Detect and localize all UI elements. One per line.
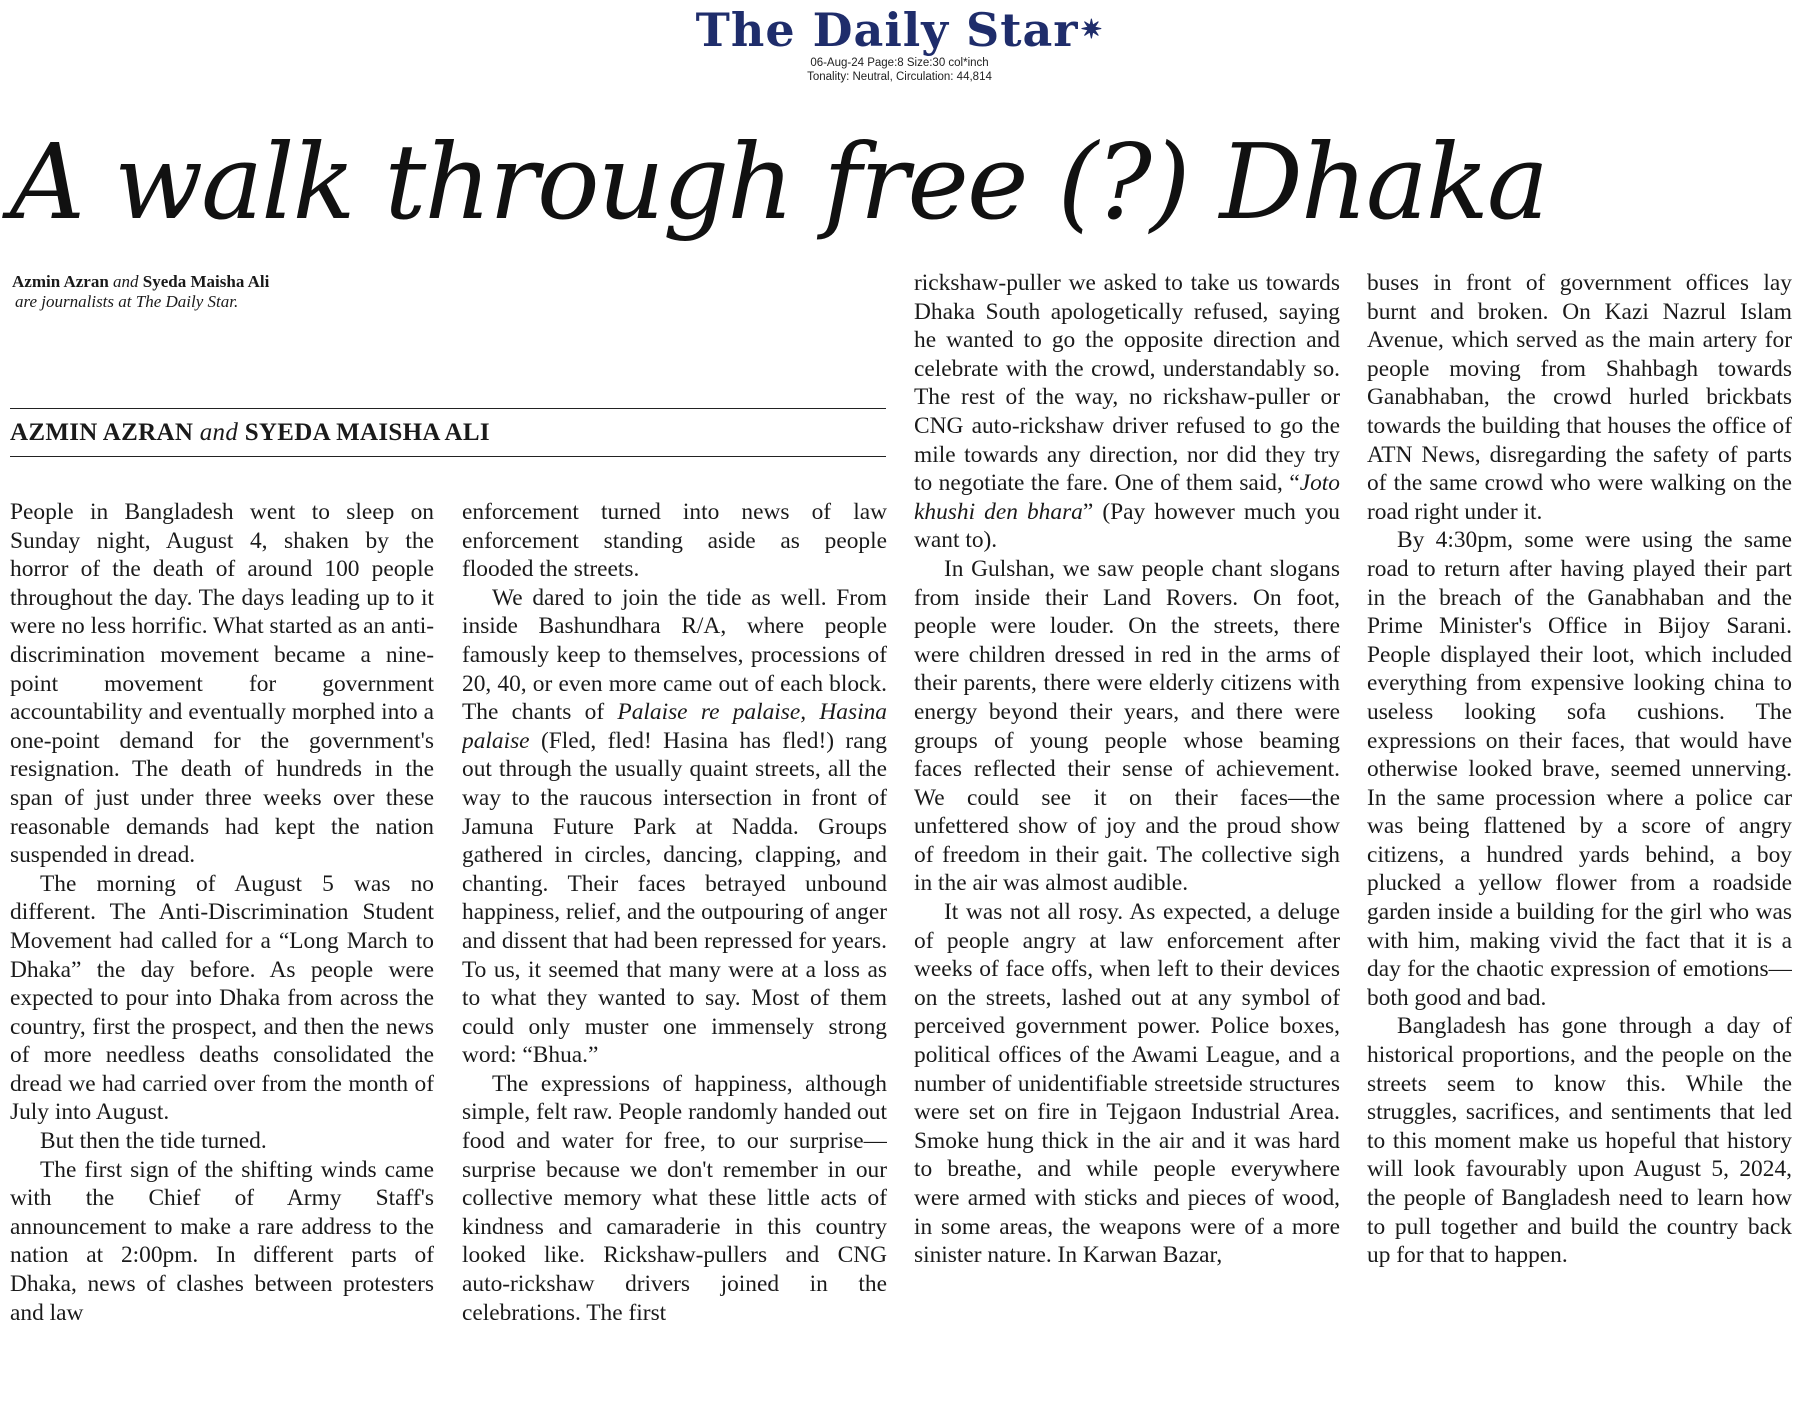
clipping-meta-line-2: Tonality: Neutral, Circulation: 44,814 bbox=[807, 71, 992, 83]
paragraph-10: Bangladesh has gone through a day of historical proportions, and the people on the streets seem to know this. While the struggles, sacrifices, and sentiments that led to this moment make us hopeful that history will look favourably upon August 5, 2024, the people of Bangladesh need to learn how to pull together and build the country back up for that to happen. bbox=[1367, 1013, 1792, 1269]
paragraph-6: The expressions of happiness, although simple, felt raw. People randomly handed out food and water for free, to our surprise—surprise because we don't remember in our collective memory what these little acts of kindness and camaraderie in this country looked like. Rickshaw-pullers and CNG auto-rickshaw drivers joined in the celebrations. The first bbox=[462, 1070, 887, 1326]
paragraph-5: We dared to join the tide as well. From inside Bashundhara R/A, where people famously keep to themselves, processions of 20, 40, or even more came out of each block. The chants of Palaise re palaise, Hasina palaise (Fled, fled! Hasina has fled!) rang out through the usually quaint streets, all the way to the raucous intersection in front of Jamuna Future Park at Nadda. Groups gathered in circles, dancing, clapping, and chanting. Their faces betrayed unbound happiness, relief, and the outpouring of anger and dissent that had been repressed for years. To us, it seemed that many were at a loss as to what they wanted to say. Most of them could only muster one immensely strong word: “Bhua.” bbox=[462, 584, 887, 1069]
byline-top-rule bbox=[10, 408, 886, 409]
paragraph-6-continued: rickshaw-puller we asked to take us towards Dhaka South apologetically refused, saying he wanted to go the opposite direction and celebrate with the crowd, understandably so. The rest of the way, no rickshaw-puller or CNG auto-rickshaw driver refused to go the mile towards any direction, nor did they try to negotiate the fare. One of them said, “Joto khushi den bhara” (Pay however much you want to). bbox=[914, 270, 1340, 554]
paragraph-7: In Gulshan, we saw people chant slogans from inside their Land Rovers. On foot, people were louder. On the streets, there were children dressed in red in the arms of their parents, there were elderly citizens with energy beyond their years, and there were groups of young people whose beaming faces reflected their sense of achievement. We could see it on their faces—the unfettered show of joy and the proud show of freedom in their gait. The collective sigh in the air was almost audible. bbox=[914, 555, 1340, 897]
paragraph-4-continued: enforcement turned into news of law enforcement standing aside as people flooded the streets. bbox=[462, 499, 887, 583]
article-column-3 bbox=[914, 269, 1340, 1422]
credit-description: are journalists at The Daily Star. bbox=[15, 292, 239, 311]
clipping-meta-line-1: 06-Aug-24 Page:8 Size:30 col*inch bbox=[810, 57, 989, 69]
quote-text: Joto khushi den bhara bbox=[914, 470, 1340, 525]
masthead bbox=[0, 4, 1799, 84]
byline-author-2: SYEDA MAISHA ALI bbox=[244, 419, 490, 446]
newspaper-logo-text: The Daily Star bbox=[695, 3, 1079, 57]
paragraph-9: By 4:30pm, some were using the same road to return after having played their part in the breach of the Ganabhaban and the Prime Minister's Office in Bijoy Sarani. People displayed their loot, which included everything from expensive looking china to useless looking sofa cushions. The expressions on their faces, that would have otherwise looked brave, seemed unnerving. In the same procession where a police car was being flattened by a score of angry citizens, a hundred yards behind, a boy plucked a yellow flower from a roadside garden inside a building for the girl who was with him, making vivid the fact that it is a day for the chaotic expression of emotions—both good and bad. bbox=[1367, 527, 1792, 1011]
byline-author-1: AZMIN AZRAN bbox=[10, 419, 194, 446]
paragraph-8: It was not all rosy. As expected, a deluge of people angry at law enforcement after weeks of face offs, when left to their devices on the streets, lashed out at any symbol of perceived government power. Police boxes, political offices of the Awami League, and a number of unidentifiable streetside structures were set on fire in Tejgaon Industrial Area. Smoke hung thick in the air and it was hard to breathe, and while people everywhere were armed with sticks and pieces of wood, in some areas, the weapons were of a more sinister nature. In Karwan Bazar, bbox=[914, 899, 1340, 1269]
credit-author-2: Syeda Maisha Ali bbox=[142, 272, 270, 291]
paragraph-2: The morning of August 5 was no different. The Anti-Discrimination Student Movement had called for a “Long March to Dhaka” the day before. As people were expected to pour into Dhaka from across the country, first the prospect, and then the news of more needless deaths consolidated the dread we had carried over from the month of July into August. bbox=[10, 870, 434, 1126]
article-column-1 bbox=[10, 498, 434, 1422]
article-column-4 bbox=[1367, 269, 1792, 1422]
byline-bottom-rule bbox=[10, 456, 886, 457]
byline-and: and bbox=[199, 419, 239, 446]
paragraph-4: The first sign of the shifting winds came with the Chief of Army Staff's announcement to make a rare address to the nation at 2:00pm. In different parts of Dhaka, news of clashes between protesters and law bbox=[10, 1156, 434, 1326]
newspaper-logo bbox=[0, 4, 1799, 56]
article-column-2 bbox=[462, 498, 887, 1422]
paragraph-1: People in Bangladesh went to sleep on Sunday night, August 4, shaken by the horror of the death of around 100 people throughout the day. The days leading up to it were no less horrific. What started as an anti-discrimination movement became a nine-point movement for government accountability and eventually morphed into a one-point demand for the government's resignation. The death of hundreds in the span of just under three weeks over these reasonable demands had kept the nation suspended in dread. bbox=[10, 499, 434, 869]
byline bbox=[10, 418, 490, 448]
author-credit bbox=[12, 272, 872, 312]
chant-text: Palaise re palaise, Hasina palaise bbox=[462, 699, 887, 754]
credit-and: and bbox=[113, 272, 139, 291]
credit-author-1: Azmin Azran bbox=[12, 272, 109, 291]
paragraph-3: But then the tide turned. bbox=[40, 1128, 267, 1155]
star-icon: ✷ bbox=[1080, 15, 1104, 45]
paragraph-8-continued: buses in front of government offices lay burnt and broken. On Kazi Nazrul Islam Avenue, which served as the main artery for people moving from Shahbagh towards Ganabhaban, the crowd hurled brickbats towards the building that houses the office of ATN News, disregarding the safety of parts of the same crowd who were walking on the road right under it. bbox=[1367, 270, 1792, 525]
article-headline: A walk through free (?) Dhaka bbox=[10, 121, 1547, 243]
